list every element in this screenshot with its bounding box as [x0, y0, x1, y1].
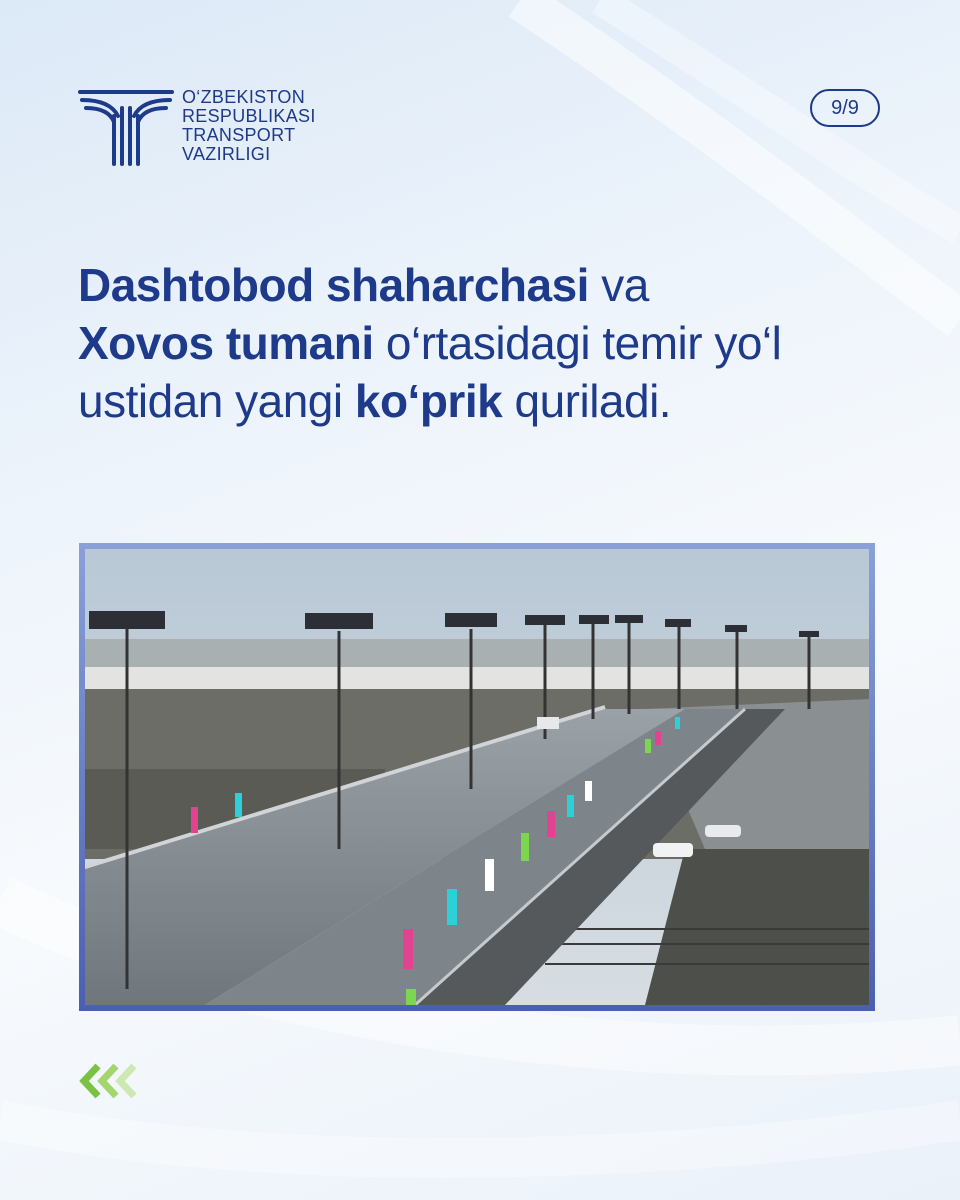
- headline-bold-3: ko‘prik: [354, 375, 503, 427]
- ministry-name-line-1: O‘ZBEKISTON: [182, 87, 305, 107]
- headline-text-3: ustidan yangi: [78, 375, 355, 427]
- ministry-emblem-icon: [78, 86, 174, 166]
- page-indicator: 9/9: [810, 89, 880, 127]
- ministry-name-line-2: RESPUBLIKASI: [182, 106, 316, 126]
- bridge-photo: [85, 549, 869, 1005]
- headline-text-1: va: [588, 259, 649, 311]
- headline: [78, 256, 918, 430]
- headline-bold-2: Xovos tumani: [78, 317, 374, 369]
- headline-bold-1: Dashtobod shaharchasi: [78, 259, 589, 311]
- photo-frame: [79, 543, 875, 1011]
- chevrons-left-icon[interactable]: [78, 1062, 144, 1100]
- ministry-name: [182, 86, 316, 164]
- ministry-name-line-3: TRANSPORT: [182, 125, 296, 145]
- ministry-logo: [78, 86, 316, 166]
- headline-text-4: quriladi.: [502, 375, 672, 427]
- ministry-name-line-4: VAZIRLIGI: [182, 144, 271, 164]
- headline-text-2: o‘rtasidagi temir yo‘l: [373, 317, 782, 369]
